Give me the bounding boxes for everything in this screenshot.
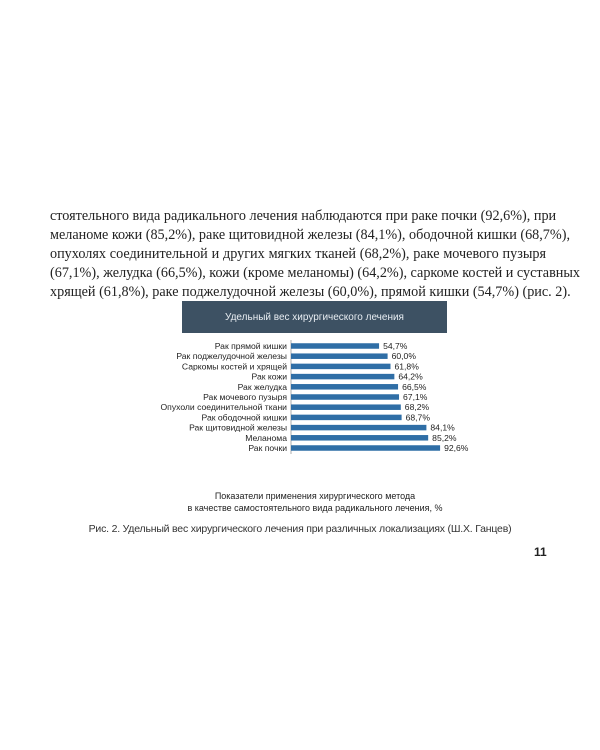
value-label: 92,6% [444,443,469,453]
bar [291,435,428,441]
paragraph-line: (67,1%), желудка (66,5%), кожи (кроме меланомы) (64,2%), саркоме костей и суставных [50,265,581,281]
category-label: Меланома [245,432,287,443]
category-label: Рак щитовидной железы [189,422,287,433]
paragraph-line: меланоме кожи (85,2%), раке щитовидной железы (84,1%), ободочной кишки (68,7%), [50,227,570,243]
category-label: Рак прямой кишки [214,341,287,351]
bar [291,364,390,370]
category-label: Рак кожи [251,371,287,382]
bar-chart [0,340,600,480]
chart-title: Удельный вес хирургического лечения [182,301,447,333]
x-axis-label-line: Показатели применения хирургического метода [214,491,416,501]
category-label: Рак желудка [237,381,287,392]
category-label: Рак мочевого пузыря [203,392,287,402]
x-axis-label-line: в качестве самостоятельного вида радикального лечения, % [187,503,443,513]
bar [291,404,401,410]
value-label: 64,2% [398,371,423,382]
paragraph-line: хрящей (61,8%), раке поджелудочной железы (60,0%), прямой кишки (54,7%) (рис. 2). [50,284,571,300]
category-label: Саркомы костей и хрящей [181,361,287,372]
value-label: 68,7% [405,412,430,423]
page-number: 11 [534,545,547,559]
category-label: Рак ободочной кишки [201,412,287,423]
value-label: 54,7% [383,341,408,351]
value-label: 66,5% [402,381,427,392]
category-label: Рак поджелудочной железы [176,351,287,362]
body-paragraph [50,207,581,302]
value-label: 60,0% [391,351,416,362]
bar [291,343,379,349]
chart-x-axis-label [180,490,450,514]
value-label: 84,1% [430,422,455,433]
bar [291,425,426,431]
figure-caption: Рис. 2. Удельный вес хирургического лечения при различных локализациях (Ш.Х. Ганцев) [88,523,512,535]
bar [291,445,440,451]
category-label: Опухоли соединительной ткани [160,402,287,413]
value-label: 68,2% [404,402,430,413]
bar [291,374,394,380]
value-label: 61,8% [394,361,419,372]
bar [291,415,402,421]
bar [291,353,388,359]
value-label: 85,2% [432,432,457,443]
category-label: Рак почки [248,443,287,453]
paragraph-line: стоятельного вида радикального лечения наблюдаются при раке почки (92,6%), при [50,208,557,224]
paragraph-line: опухолях соединительной и других мягких тканей (68,2%), раке мочевого пузыря [50,246,546,262]
bar [291,394,399,400]
bar [291,384,398,390]
value-label: 67,1% [403,392,428,402]
